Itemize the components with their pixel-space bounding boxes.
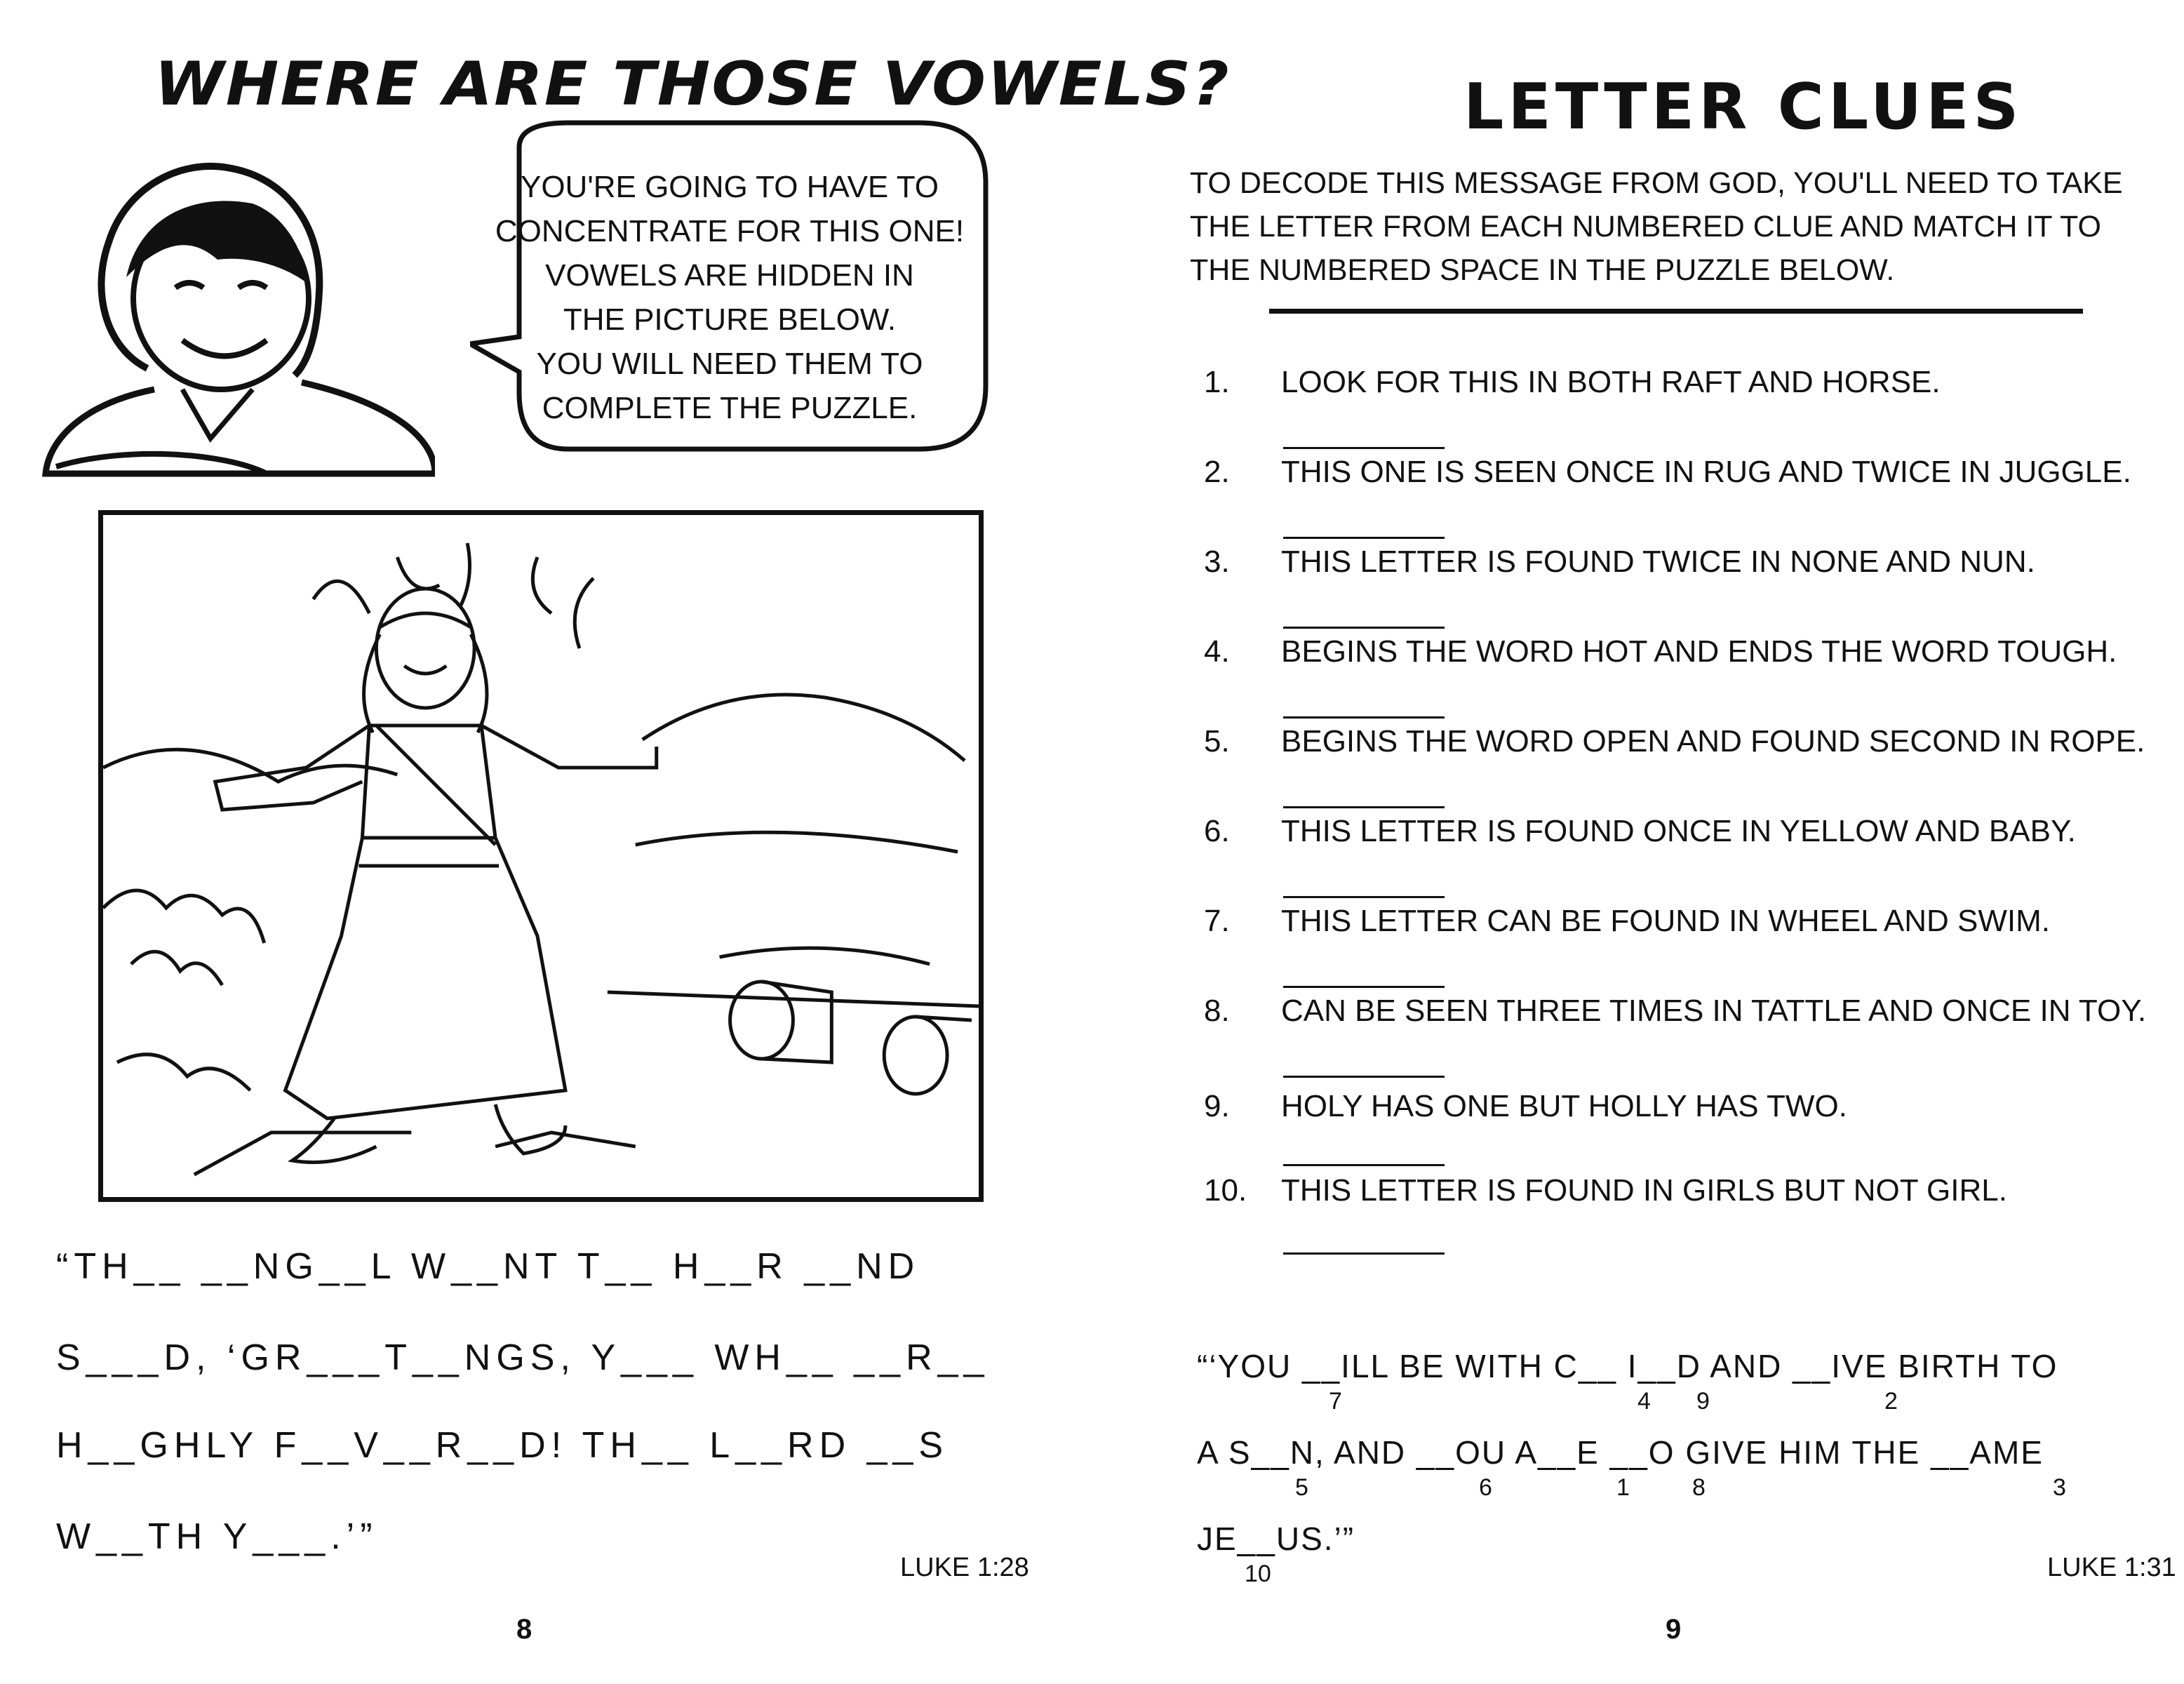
puzzle-line: W__TH Y___.’”	[56, 1516, 378, 1557]
clue-number: 1.	[1204, 365, 1230, 399]
instruction-line: TO DECODE THIS MESSAGE FROM GOD, YOU'LL NEED TO TAKE	[1190, 166, 2123, 200]
scripture-reference: LUKE 1:31	[2047, 1553, 2176, 1582]
answer-blank-2[interactable]	[1283, 537, 1445, 539]
clue-10	[1204, 1173, 2007, 1208]
answer-blank-1[interactable]	[1283, 447, 1445, 449]
puzzle-line: H__GHLY F__V__R__D! TH__ L__RD __S	[56, 1425, 949, 1466]
clue-1	[1204, 365, 1941, 400]
bubble-text	[491, 165, 968, 430]
puzzle-line: S___D, ‘GR___T__NGS, Y___ WH__ __R__	[56, 1337, 990, 1378]
clue-number: 3.	[1204, 544, 1230, 579]
message-line: A S__N, AND __OU A__E __O GIVE HIM THE __AME	[1197, 1434, 2044, 1471]
clue-2	[1204, 455, 2131, 490]
clue-7	[1204, 904, 2050, 939]
space-number: 4	[1637, 1388, 1651, 1415]
clue-text: THIS LETTER CAN BE FOUND IN WHEEL AND SWIM.	[1281, 904, 2051, 938]
answer-blank-5[interactable]	[1283, 806, 1445, 808]
space-number: 2	[1884, 1388, 1898, 1415]
clue-number: 4.	[1204, 634, 1230, 669]
space-number: 10	[1245, 1561, 1271, 1587]
space-number: 5	[1295, 1474, 1308, 1501]
scripture-reference: LUKE 1:28	[900, 1553, 1029, 1582]
clue-text: THIS LETTER IS FOUND TWICE IN NONE AND NUN.	[1281, 544, 2035, 579]
clue-text: CAN BE SEEN THREE TIMES IN TATTLE AND ONCE IN TOY.	[1281, 994, 2147, 1028]
message-line: JE__US.’”	[1197, 1521, 1355, 1557]
clue-3	[1204, 544, 2035, 580]
instructions	[1190, 161, 2123, 292]
answer-blank-4[interactable]	[1283, 716, 1445, 719]
clue-5	[1204, 724, 2145, 759]
clue-9	[1204, 1089, 1847, 1124]
clue-number: 8.	[1204, 994, 1230, 1028]
bubble-line: YOU WILL NEED THEM TO	[536, 347, 923, 381]
page-number: 8	[516, 1614, 532, 1645]
bubble-line: CONCENTRATE FOR THIS ONE!	[495, 214, 965, 248]
bubble-line: COMPLETE THE PUZZLE.	[542, 391, 918, 425]
page-title: LETTER CLUES	[1463, 70, 2023, 144]
bubble-line: VOWELS ARE HIDDEN IN	[545, 258, 914, 293]
girl-illustration	[42, 137, 435, 488]
answer-blank-6[interactable]	[1283, 896, 1445, 898]
instruction-line: THE NUMBERED SPACE IN THE PUZZLE BELOW.	[1190, 253, 1895, 287]
space-number: 6	[1479, 1474, 1492, 1501]
clue-8	[1204, 994, 2146, 1029]
answer-blank-8[interactable]	[1283, 1076, 1445, 1078]
answer-blank-3[interactable]	[1283, 627, 1445, 629]
answer-blank-9[interactable]	[1283, 1164, 1445, 1166]
space-number: 7	[1329, 1388, 1342, 1415]
clue-text: BEGINS THE WORD OPEN AND FOUND SECOND IN ROPE.	[1281, 724, 2145, 759]
bubble-line: THE PICTURE BELOW.	[563, 302, 897, 337]
clue-number: 7.	[1204, 904, 1230, 938]
clue-text: LOOK FOR THIS IN BOTH RAFT AND HORSE.	[1281, 365, 1941, 399]
space-number: 1	[1616, 1474, 1630, 1501]
clue-text: THIS ONE IS SEEN ONCE IN RUG AND TWICE IN JUGGLE.	[1281, 455, 2131, 489]
space-number: 8	[1692, 1474, 1706, 1501]
clue-text: HOLY HAS ONE BUT HOLLY HAS TWO.	[1281, 1089, 1847, 1123]
answer-blank-7[interactable]	[1283, 986, 1445, 988]
clue-number: 10.	[1204, 1173, 1247, 1208]
page-title: WHERE ARE THOSE VOWELS?	[154, 49, 1231, 119]
instruction-line: THE LETTER FROM EACH NUMBERED CLUE AND MATCH IT TO	[1190, 210, 2101, 243]
space-number: 3	[2053, 1474, 2066, 1501]
clue-text: THIS LETTER IS FOUND ONCE IN YELLOW AND BABY.	[1281, 814, 2076, 848]
answer-blank-10[interactable]	[1283, 1252, 1445, 1255]
puzzle-line: “TH__ __NG__L W__NT T__ H__R __ND	[56, 1246, 920, 1287]
clue-text: BEGINS THE WORD HOT AND ENDS THE WORD TOUGH.	[1281, 634, 2117, 669]
clue-6	[1204, 814, 2076, 849]
clue-number: 2.	[1204, 455, 1230, 489]
angel-picture	[98, 510, 984, 1202]
clue-number: 9.	[1204, 1089, 1230, 1123]
angel-scene-drawing	[103, 515, 979, 1197]
clue-text: THIS LETTER IS FOUND IN GIRLS BUT NOT GIRL.	[1281, 1173, 2007, 1208]
bubble-line: YOU'RE GOING TO HAVE TO	[520, 170, 939, 204]
space-number: 9	[1696, 1388, 1710, 1415]
clue-number: 5.	[1204, 724, 1230, 759]
clue-4	[1204, 634, 2117, 669]
clue-number: 6.	[1204, 814, 1230, 848]
page-number: 9	[1666, 1614, 1682, 1645]
right-page	[1092, 0, 2184, 1684]
message-line: “‘YOU __ILL BE WITH C__ I__D AND __IVE BIRTH TO	[1197, 1348, 2058, 1384]
divider	[1269, 309, 2083, 314]
